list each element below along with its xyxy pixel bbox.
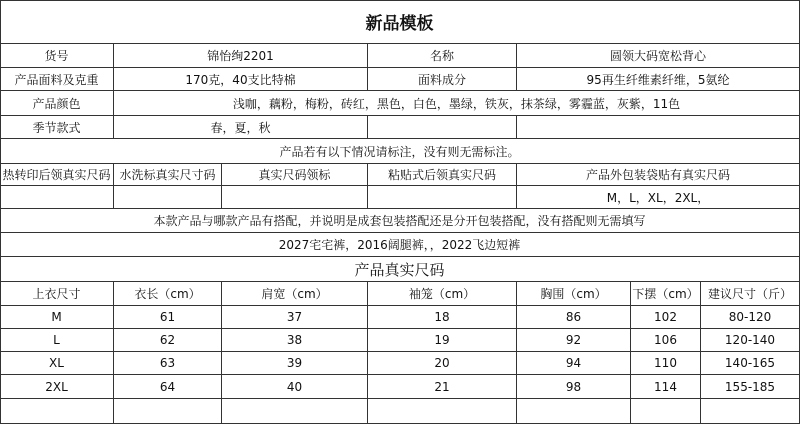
size-cell: 120-140 xyxy=(701,329,800,352)
size-cell: 114 xyxy=(631,375,701,399)
color-value: 浅咖，藕粉，梅粉，砖红，黑色，白色，墨绿，铁灰，抹茶绿，雾霾蓝，灰紫，11色 xyxy=(114,91,800,116)
size-header: 下摆（cm） xyxy=(631,282,701,306)
size-cell: 2XL xyxy=(0,375,114,399)
size-cell: 94 xyxy=(517,352,631,375)
sku-value: 锦怡绚2201 xyxy=(114,44,368,68)
size-header: 上衣尺寸 xyxy=(0,282,114,306)
size-cell: M xyxy=(0,306,114,329)
label-value-package: M，L，XL，2XL， xyxy=(517,186,800,209)
match-value: 2027宅宅裤，2016阔腿裤，，2022飞边短裤 xyxy=(0,233,800,257)
label-header-package: 产品外包装袋贴有真实尺码 xyxy=(517,164,800,186)
size-cell: 18 xyxy=(368,306,517,329)
size-cell-empty xyxy=(701,399,800,424)
size-cell: 20 xyxy=(368,352,517,375)
size-cell-empty xyxy=(517,399,631,424)
size-cell: 61 xyxy=(114,306,222,329)
size-cell: 80-120 xyxy=(701,306,800,329)
season-value: 春，夏，秋 xyxy=(114,116,368,139)
label-value-size-tag xyxy=(222,186,368,209)
size-cell: 98 xyxy=(517,375,631,399)
size-cell: 40 xyxy=(222,375,368,399)
label-header-size-tag: 真实尺码领标 xyxy=(222,164,368,186)
size-cell: 155-185 xyxy=(701,375,800,399)
label-value-sticker xyxy=(368,186,517,209)
fabric-value: 170克，40支比特棉 xyxy=(114,68,368,91)
size-cell: L xyxy=(0,329,114,352)
size-cell: 63 xyxy=(114,352,222,375)
size-cell: 19 xyxy=(368,329,517,352)
sheet-title: 新品模板 xyxy=(0,0,800,44)
season-empty-1 xyxy=(368,116,517,139)
size-cell-empty xyxy=(368,399,517,424)
label-header-sticker: 粘贴式后领真实尺码 xyxy=(368,164,517,186)
size-cell: 92 xyxy=(517,329,631,352)
size-cell-empty xyxy=(0,399,114,424)
name-value: 圆领大码宽松背心 xyxy=(517,44,800,68)
label-header-heat-transfer: 热转印后领真实尺码 xyxy=(0,164,114,186)
size-cell: 102 xyxy=(631,306,701,329)
label-header-wash-label: 水洗标真实尺寸码 xyxy=(114,164,222,186)
size-header: 衣长（cm） xyxy=(114,282,222,306)
size-cell-empty xyxy=(114,399,222,424)
size-cell: 21 xyxy=(368,375,517,399)
size-header: 袖笼（cm） xyxy=(368,282,517,306)
season-empty-2 xyxy=(517,116,800,139)
size-cell: XL xyxy=(0,352,114,375)
size-cell: 86 xyxy=(517,306,631,329)
size-header: 建议尺寸（斤） xyxy=(701,282,800,306)
name-label: 名称 xyxy=(368,44,517,68)
size-cell: 140-165 xyxy=(701,352,800,375)
size-table-title: 产品真实尺码 xyxy=(0,257,800,282)
composition-value: 95再生纤维素纤维，5氨纶 xyxy=(517,68,800,91)
size-cell: 38 xyxy=(222,329,368,352)
match-note: 本款产品与哪款产品有搭配，并说明是成套包装搭配还是分开包装搭配，没有搭配则无需填写 xyxy=(0,209,800,233)
size-cell: 37 xyxy=(222,306,368,329)
label-value-heat-transfer xyxy=(0,186,114,209)
size-cell: 110 xyxy=(631,352,701,375)
composition-label: 面料成分 xyxy=(368,68,517,91)
color-label: 产品颜色 xyxy=(0,91,114,116)
season-label: 季节款式 xyxy=(0,116,114,139)
size-header: 胸围（cm） xyxy=(517,282,631,306)
label-value-wash-label xyxy=(114,186,222,209)
notice-text: 产品若有以下情况请标注，没有则无需标注。 xyxy=(0,139,800,164)
size-cell-empty xyxy=(222,399,368,424)
size-cell: 64 xyxy=(114,375,222,399)
size-cell: 39 xyxy=(222,352,368,375)
fabric-label: 产品面料及克重 xyxy=(0,68,114,91)
size-cell-empty xyxy=(631,399,701,424)
size-cell: 106 xyxy=(631,329,701,352)
sku-label: 货号 xyxy=(0,44,114,68)
size-cell: 62 xyxy=(114,329,222,352)
size-header: 肩宽（cm） xyxy=(222,282,368,306)
